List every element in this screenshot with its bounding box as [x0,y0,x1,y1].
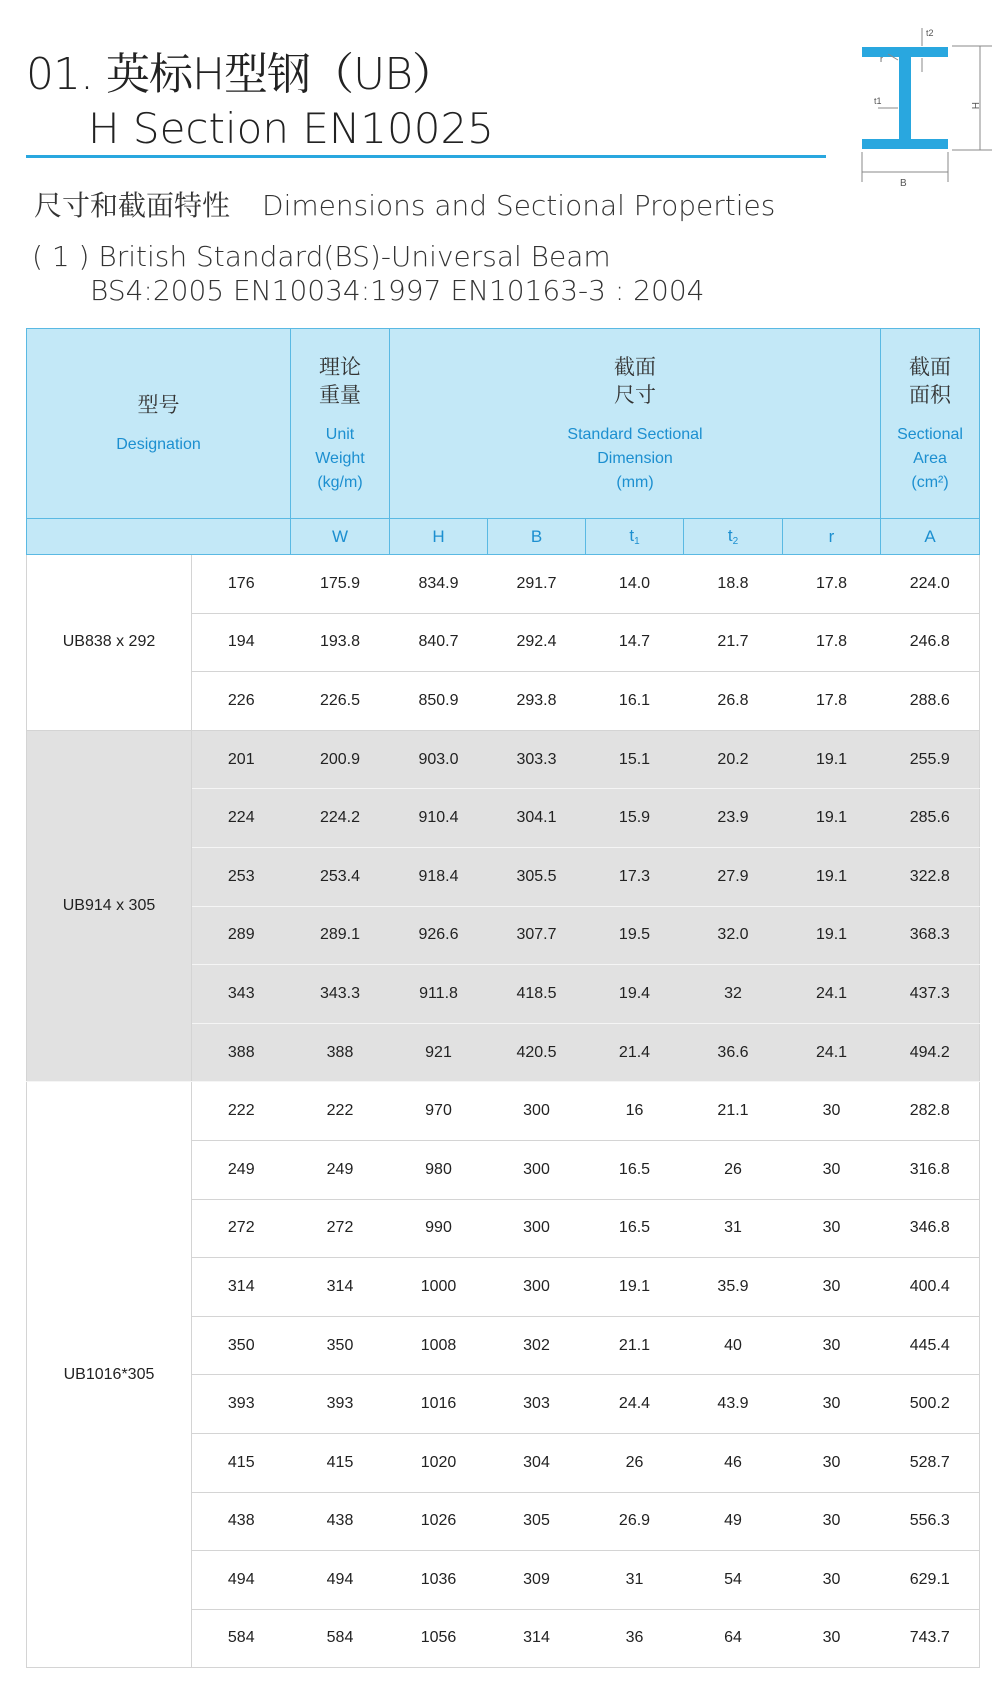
value-cell: 19.5 [586,906,684,965]
value-cell: 64 [684,1609,783,1668]
value-cell: 494 [291,1551,390,1610]
value-cell: 35.9 [684,1258,783,1317]
header-dim-en-1: Standard Sectional [567,425,703,443]
value-cell: 224.2 [291,789,390,848]
value-cell: 289.1 [291,906,390,965]
header-dim-en-3: (mm) [616,473,654,491]
designation-cell: UB1016*305 [27,1082,192,1668]
value-cell: 305.5 [488,847,586,906]
value-cell: 304.1 [488,789,586,848]
value-cell: 300 [488,1258,586,1317]
value-cell: 285.6 [881,789,980,848]
header-sym-t1 [586,519,684,555]
header-sym-w: W [291,519,390,555]
value-cell: 31 [586,1551,684,1610]
value-cell: 21.1 [586,1316,684,1375]
value-cell: 40 [684,1316,783,1375]
value-cell: 903.0 [390,730,488,789]
header-sym-b: B [488,519,586,555]
value-cell: 272 [291,1199,390,1258]
value-cell: 303 [488,1375,586,1434]
value-cell: 350 [192,1316,291,1375]
header-sym-h: H [390,519,488,555]
dim-label-t1: t1 [874,96,882,106]
value-cell: 15.9 [586,789,684,848]
value-cell: 17.8 [783,672,881,731]
dim-label-r: r [880,54,883,64]
header-weight-en-3: (kg/m) [317,473,363,491]
value-cell: 288.6 [881,672,980,731]
header-sym-t2-letter: t [727,526,733,545]
header-area-en-3: (cm²) [911,473,949,491]
value-cell: 304 [488,1433,586,1492]
value-cell: 1020 [390,1433,488,1492]
header-weight-en-2: Weight [315,449,365,467]
value-cell: 1026 [390,1492,488,1551]
value-cell: 300 [488,1082,586,1141]
standard-title: ( 1 ) British Standard(BS)-Universal Beam [32,240,611,273]
header-area-cn-2: 面积 [909,382,952,407]
value-cell: 14.0 [586,555,684,614]
value-cell: 300 [488,1140,586,1199]
value-cell: 850.9 [390,672,488,731]
value-cell: 36 [586,1609,684,1668]
h-beam-icon [852,22,996,194]
value-cell: 314 [291,1258,390,1317]
value-cell: 415 [192,1433,291,1492]
value-cell: 222 [192,1082,291,1141]
value-cell: 19.1 [783,789,881,848]
value-cell: 980 [390,1140,488,1199]
h-section-diagram [852,22,996,194]
value-cell: 30 [783,1082,881,1141]
value-cell: 222 [291,1082,390,1141]
value-cell: 176 [192,555,291,614]
value-cell: 629.1 [881,1551,980,1610]
value-cell: 393 [291,1375,390,1434]
value-cell: 19.1 [783,906,881,965]
value-cell: 300 [488,1199,586,1258]
value-cell: 26.8 [684,672,783,731]
designation-cell: UB914 x 305 [27,730,192,1082]
value-cell: 30 [783,1140,881,1199]
header-designation [27,329,291,519]
header-weight-en-1: Unit [325,425,355,443]
value-cell: 30 [783,1258,881,1317]
section-heading [34,184,775,224]
header-area-en-2: Area [913,449,947,467]
value-cell: 14.7 [586,613,684,672]
value-cell: 500.2 [881,1375,980,1434]
value-cell: 911.8 [390,965,488,1024]
value-cell: 438 [291,1492,390,1551]
value-cell: 24.4 [586,1375,684,1434]
value-cell: 224 [192,789,291,848]
value-cell: 30 [783,1433,881,1492]
value-cell: 346.8 [881,1199,980,1258]
value-cell: 415 [291,1433,390,1492]
table-row [27,555,980,614]
value-cell: 1000 [390,1258,488,1317]
value-cell: 30 [783,1375,881,1434]
dim-label-h: H [969,102,980,110]
value-cell: 30 [783,1551,881,1610]
value-cell: 26.9 [586,1492,684,1551]
value-cell: 194 [192,613,291,672]
value-cell: 16 [586,1082,684,1141]
value-cell: 49 [684,1492,783,1551]
value-cell: 305 [488,1492,586,1551]
header-sym-a: A [881,519,980,555]
value-cell: 420.5 [488,1023,586,1082]
value-cell: 309 [488,1551,586,1610]
dimensions-table [26,328,980,1668]
header-area [881,329,980,519]
value-cell: 291.7 [488,555,586,614]
value-cell: 1036 [390,1551,488,1610]
value-cell: 226.5 [291,672,390,731]
table-body [27,555,980,1668]
value-cell: 16.5 [586,1140,684,1199]
value-cell: 224.0 [881,555,980,614]
value-cell: 253.4 [291,847,390,906]
value-cell: 322.8 [881,847,980,906]
value-cell: 201 [192,730,291,789]
value-cell: 307.7 [488,906,586,965]
value-cell: 19.1 [783,730,881,789]
value-cell: 249 [291,1140,390,1199]
value-cell: 226 [192,672,291,731]
value-cell: 438 [192,1492,291,1551]
value-cell: 15.1 [586,730,684,789]
header-designation-en: Designation [116,435,201,453]
table-row [27,1082,980,1141]
header-dim-cn-1: 截面 [614,354,657,379]
dim-label-t2: t2 [926,28,934,38]
header-sym-r: r [783,519,881,555]
value-cell: 272 [192,1199,291,1258]
value-cell: 32.0 [684,906,783,965]
value-cell: 393 [192,1375,291,1434]
header-weight-cn-2: 重量 [319,382,361,407]
value-cell: 19.4 [586,965,684,1024]
value-cell: 316.8 [881,1140,980,1199]
value-cell: 43.9 [684,1375,783,1434]
header-sym-t2 [684,519,783,555]
value-cell: 314 [488,1609,586,1668]
value-cell: 54 [684,1551,783,1610]
value-cell: 17.3 [586,847,684,906]
header-weight-cn-1: 理论 [319,354,361,379]
value-cell: 46 [684,1433,783,1492]
value-cell: 343 [192,965,291,1024]
value-cell: 26 [586,1433,684,1492]
value-cell: 1008 [390,1316,488,1375]
value-cell: 31 [684,1199,783,1258]
value-cell: 834.9 [390,555,488,614]
value-cell: 17.8 [783,555,881,614]
value-cell: 445.4 [881,1316,980,1375]
value-cell: 253 [192,847,291,906]
value-cell: 16.5 [586,1199,684,1258]
dim-label-b: B [900,178,907,189]
value-cell: 840.7 [390,613,488,672]
header-sym-t2-sub: 2 [732,536,739,547]
title-divider [26,155,826,158]
value-cell: 302 [488,1316,586,1375]
value-cell: 27.9 [684,847,783,906]
value-cell: 246.8 [881,613,980,672]
standard-codes: BS4:2005 EN10034:1997 EN10163-3 : 2004 [90,274,705,307]
header-sym-t1-letter: t [629,526,635,545]
value-cell: 368.3 [881,906,980,965]
value-cell: 584 [291,1609,390,1668]
value-cell: 19.1 [586,1258,684,1317]
value-cell: 30 [783,1199,881,1258]
header-sym-blank [27,519,291,555]
value-cell: 343.3 [291,965,390,1024]
designation-cell: UB838 x 292 [27,555,192,731]
value-cell: 21.7 [684,613,783,672]
value-cell: 400.4 [881,1258,980,1317]
value-cell: 255.9 [881,730,980,789]
value-cell: 30 [783,1316,881,1375]
header-area-en-1: Sectional [897,425,963,443]
value-cell: 175.9 [291,555,390,614]
value-cell: 26 [684,1140,783,1199]
value-cell: 303.3 [488,730,586,789]
value-cell: 282.8 [881,1082,980,1141]
page-title: 01. 英标H型钢（UB） [26,49,456,100]
value-cell: 1016 [390,1375,488,1434]
value-cell: 990 [390,1199,488,1258]
value-cell: 918.4 [390,847,488,906]
value-cell: 293.8 [488,672,586,731]
value-cell: 556.3 [881,1492,980,1551]
section-heading-en: Dimensions and Sectional Properties [262,189,776,222]
value-cell: 314 [192,1258,291,1317]
value-cell: 200.9 [291,730,390,789]
header-dim-en-2: Dimension [597,449,673,467]
value-cell: 926.6 [390,906,488,965]
value-cell: 289 [192,906,291,965]
value-cell: 1056 [390,1609,488,1668]
value-cell: 20.2 [684,730,783,789]
value-cell: 193.8 [291,613,390,672]
value-cell: 494.2 [881,1023,980,1082]
value-cell: 17.8 [783,613,881,672]
value-cell: 437.3 [881,965,980,1024]
value-cell: 921 [390,1023,488,1082]
value-cell: 30 [783,1609,881,1668]
value-cell: 18.8 [684,555,783,614]
header-sym-t1-sub: 1 [634,536,640,547]
value-cell: 584 [192,1609,291,1668]
value-cell: 743.7 [881,1609,980,1668]
section-heading-cn: 尺寸和截面特性 [34,189,231,222]
header-dimension [390,329,881,519]
value-cell: 16.1 [586,672,684,731]
value-cell: 350 [291,1316,390,1375]
value-cell: 30 [783,1492,881,1551]
value-cell: 388 [192,1023,291,1082]
value-cell: 249 [192,1140,291,1199]
value-cell: 21.4 [586,1023,684,1082]
header-weight [291,329,390,519]
value-cell: 418.5 [488,965,586,1024]
value-cell: 36.6 [684,1023,783,1082]
value-cell: 388 [291,1023,390,1082]
header-area-cn-1: 截面 [909,354,952,379]
value-cell: 494 [192,1551,291,1610]
value-cell: 528.7 [881,1433,980,1492]
value-cell: 21.1 [684,1082,783,1141]
value-cell: 23.9 [684,789,783,848]
value-cell: 24.1 [783,965,881,1024]
value-cell: 24.1 [783,1023,881,1082]
page-subtitle-en: H Section EN10025 [88,104,494,153]
value-cell: 32 [684,965,783,1024]
header-designation-cn: 型号 [137,392,180,417]
table-row [27,730,980,789]
value-cell: 292.4 [488,613,586,672]
value-cell: 910.4 [390,789,488,848]
value-cell: 19.1 [783,847,881,906]
value-cell: 970 [390,1082,488,1141]
header-dim-cn-2: 尺寸 [614,382,657,407]
